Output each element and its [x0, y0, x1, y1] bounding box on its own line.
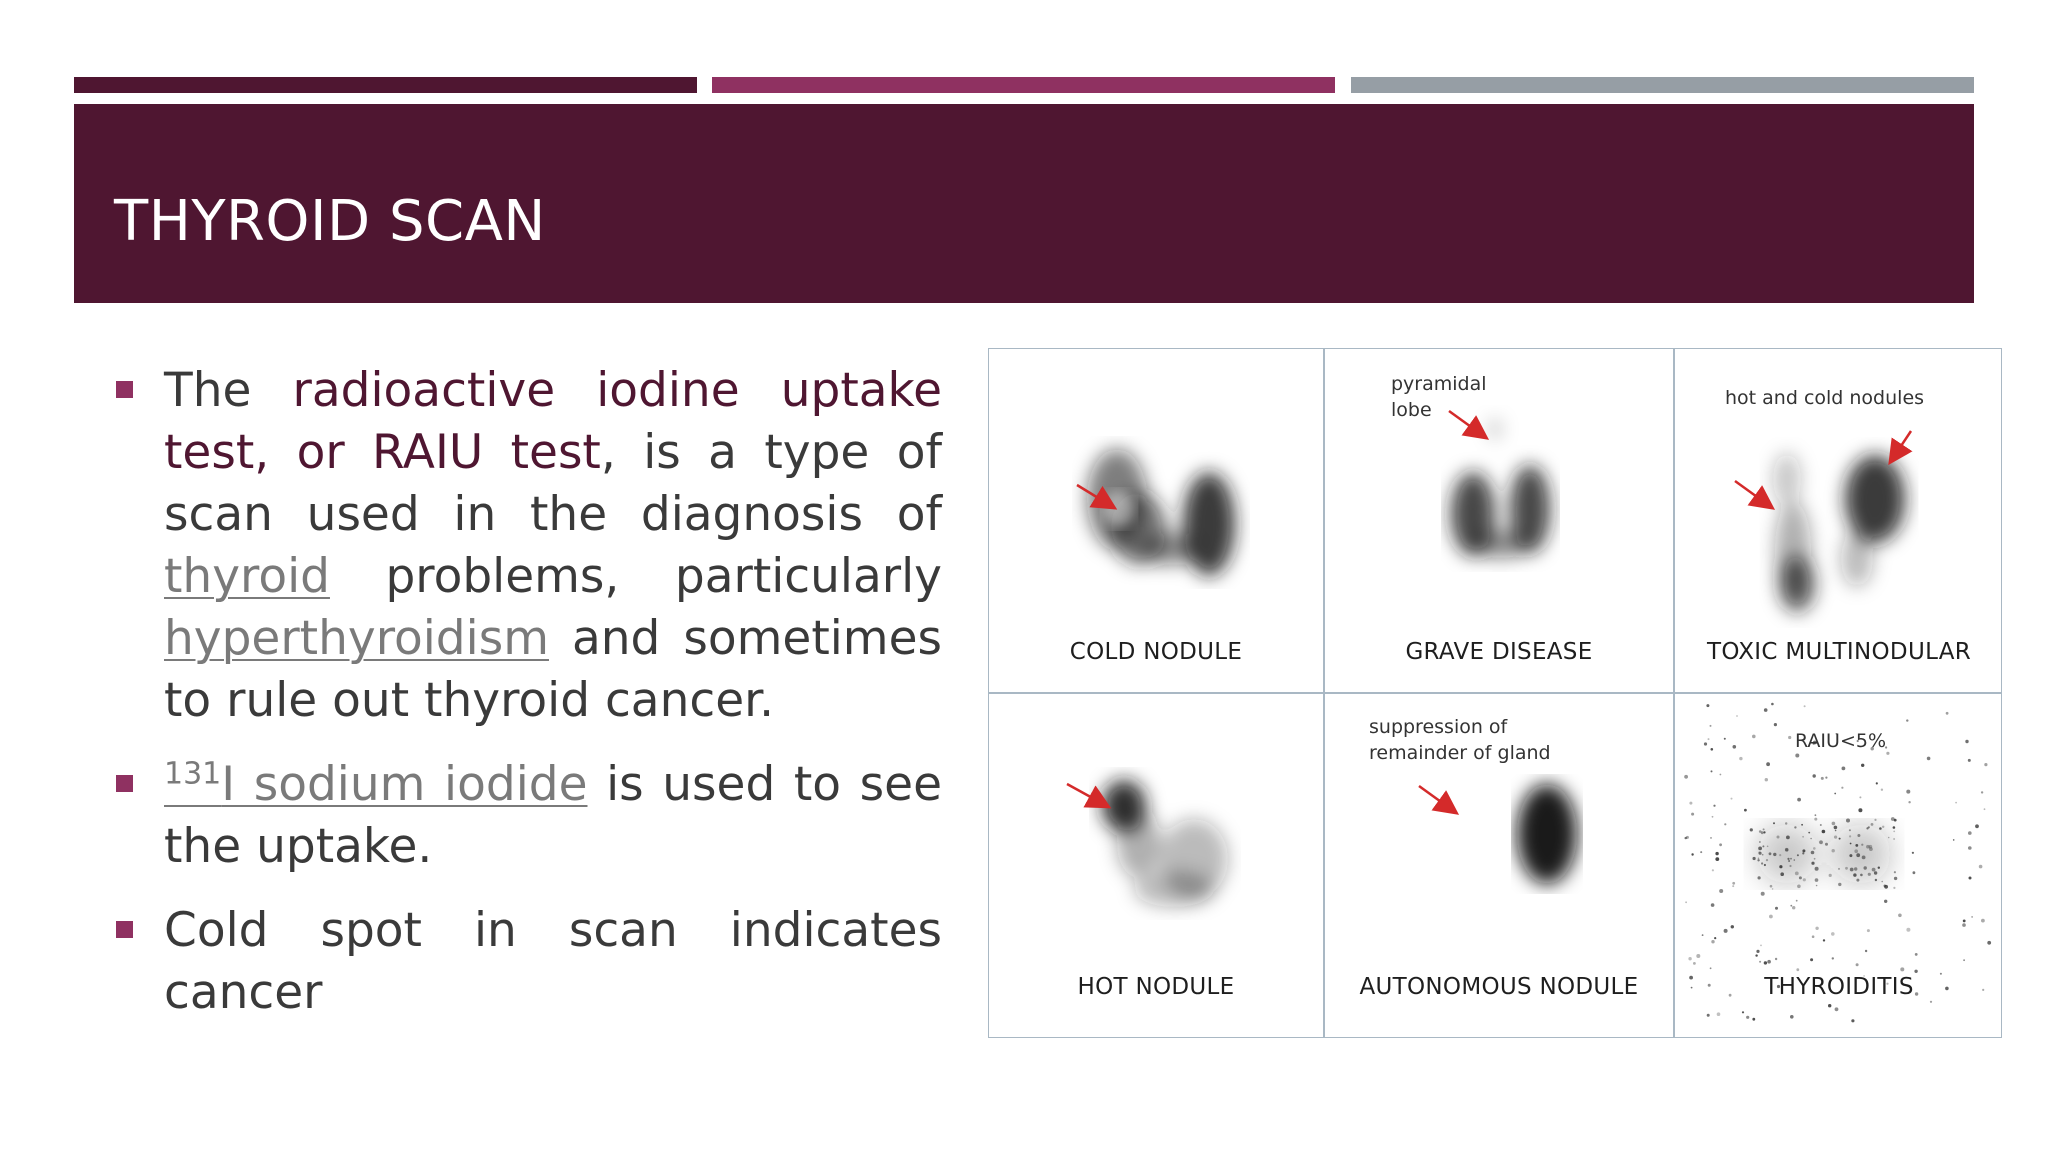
scan-speckle	[1908, 801, 1910, 803]
scan-speckle	[1771, 703, 1774, 706]
scan-speckle	[1755, 954, 1757, 956]
highlight-term: radioactive iodine uptake test, or RAIU test	[164, 363, 943, 480]
bullet-square-icon	[116, 921, 133, 938]
scan-speckle	[1845, 867, 1848, 870]
scan-speckle	[1763, 828, 1765, 830]
scan-speckle	[1724, 823, 1726, 825]
scan-speckle	[1762, 854, 1764, 856]
scan-speckle	[1811, 862, 1814, 865]
scan-speckle	[1773, 853, 1776, 856]
scan-speckle	[1773, 822, 1775, 824]
scan-speckle	[1849, 829, 1851, 831]
scan-speckle	[1874, 871, 1877, 874]
panel-toxic-multinodular	[1675, 349, 2003, 692]
scan-speckle	[1979, 865, 1983, 869]
scan-speckle	[1769, 915, 1773, 919]
scan-speckle	[1733, 745, 1737, 749]
scan-speckle	[1707, 1014, 1710, 1017]
panel-note: pyramidal lobe	[1391, 373, 1487, 421]
scan-speckle	[1719, 843, 1722, 846]
scan-speckle	[1700, 851, 1702, 853]
scan-speckle	[1893, 831, 1895, 833]
scan-speckle	[1792, 906, 1795, 909]
scan-speckle	[1963, 920, 1966, 923]
panel-thyroiditis	[1675, 694, 2003, 1037]
scan-speckle	[1865, 950, 1867, 952]
scan-speckle	[1801, 824, 1803, 826]
scan-speckle	[1732, 882, 1735, 885]
scan-speckle	[1786, 836, 1790, 840]
scan-speckle	[1767, 960, 1771, 964]
scan-speckle	[1912, 852, 1914, 854]
panel-caption: AUTONOMOUS NODULE	[1359, 974, 1639, 1000]
scan-speckle	[1713, 805, 1715, 807]
scan-speckle	[1789, 865, 1791, 867]
scan-speckle	[1790, 905, 1792, 907]
scan-speckle	[1968, 846, 1972, 850]
scan-speckle	[1968, 831, 1972, 835]
scan-speckle	[1829, 874, 1832, 877]
scan-speckle	[1814, 858, 1816, 860]
panel-caption: GRAVE DISEASE	[1405, 639, 1593, 665]
scan-speckle	[1772, 888, 1774, 890]
scan-speckle	[1788, 860, 1790, 862]
scan-speckle	[1872, 868, 1876, 872]
scan-speckle	[1812, 935, 1815, 938]
scan-speckle	[1856, 879, 1859, 882]
scan-speckle	[1797, 885, 1801, 889]
scan-speckle	[1711, 748, 1714, 751]
scan-speckle	[1927, 757, 1931, 761]
bullet-text: Cold spot in scan indicates cancer	[164, 903, 942, 1020]
scan-speckle	[1813, 847, 1816, 850]
scan-speckle	[1710, 967, 1712, 969]
bullet-sodium-iodide	[112, 754, 942, 878]
bullet-cold-spot	[112, 900, 942, 1024]
scan-speckle	[1724, 738, 1726, 740]
scan-speckle	[1984, 763, 1987, 766]
bullet-raiu-definition	[112, 360, 942, 732]
scan-figure	[988, 348, 2002, 1038]
scan-speckle	[1930, 1001, 1932, 1003]
bullet-text: The	[164, 363, 293, 418]
scan-speckle	[1891, 817, 1895, 821]
scan-speckle	[1769, 852, 1772, 855]
scan-speckle	[1866, 827, 1868, 829]
scan-speckle	[1871, 823, 1874, 826]
scan-speckle	[1794, 859, 1796, 861]
scan-speckle	[1846, 819, 1850, 823]
scan-speckle	[1688, 957, 1691, 960]
scan-speckle	[1906, 928, 1910, 932]
scan-speckle	[1969, 877, 1972, 880]
scan-speckle	[1693, 962, 1696, 965]
scan-speckle	[1758, 876, 1761, 879]
scan-speckle	[1819, 840, 1823, 844]
scan-speckle	[1761, 862, 1763, 864]
scan-speckle	[1796, 900, 1798, 902]
scan-speckle	[1795, 754, 1799, 758]
scan-speckle	[1711, 770, 1713, 772]
scan-speckle	[1774, 723, 1777, 726]
scan-speckle	[1795, 872, 1799, 876]
scan-speckle	[1785, 822, 1787, 824]
scan-speckle	[1832, 957, 1834, 959]
scan-speckle	[1810, 838, 1812, 840]
bullet-text: problems, particularly	[329, 549, 942, 604]
scan-speckle	[1759, 841, 1761, 843]
scan-speckle	[1742, 1011, 1744, 1013]
scan-speckle	[1894, 871, 1896, 873]
slide-title: THYROID SCAN	[114, 189, 546, 254]
scan-speckle	[1839, 838, 1841, 840]
scan-speckle	[1763, 831, 1765, 833]
scan-speckle	[1758, 858, 1760, 860]
scan-speckle	[1814, 818, 1817, 821]
scan-speckle	[1802, 852, 1804, 854]
scan-speckle	[1762, 845, 1764, 847]
scan-speckle	[1879, 827, 1882, 830]
scan-speckle	[1855, 844, 1858, 847]
scan-speckle	[1823, 939, 1825, 941]
scan-speckle	[1799, 876, 1802, 879]
scan-speckle	[1898, 914, 1902, 918]
scan-speckle	[1813, 774, 1816, 777]
scan-speckle	[1825, 843, 1828, 846]
scan-speckle	[1856, 853, 1860, 857]
scan-speckle	[1759, 852, 1762, 855]
scan-speckle	[1834, 793, 1836, 795]
scan-speckle	[1785, 849, 1788, 852]
scan-speckle	[1808, 832, 1810, 834]
panel-caption: HOT NODULE	[1077, 974, 1235, 1000]
scan-speckle	[1857, 834, 1860, 837]
scan-speckle	[1815, 878, 1819, 882]
scan-speckle	[1834, 826, 1838, 830]
scan-speckle	[1815, 867, 1819, 871]
scan-speckle	[1962, 923, 1966, 927]
scan-speckle	[1965, 740, 1968, 743]
scan-speckle	[1759, 961, 1761, 963]
scan-speckle	[1764, 708, 1768, 712]
scan-speckle	[1832, 822, 1836, 826]
link-thyroid[interactable]: thyroid	[164, 549, 330, 604]
scan-speckle	[1893, 838, 1895, 840]
scan-speckle	[1869, 847, 1873, 851]
scan-speckle	[1850, 868, 1854, 872]
scan-speckle	[1825, 777, 1827, 779]
scan-speckle	[1876, 782, 1878, 784]
scan-speckle	[1914, 970, 1917, 973]
scan-speckle	[1815, 927, 1818, 930]
scan-speckle	[1811, 851, 1815, 855]
scan-speckle	[1862, 856, 1866, 860]
link-sodium-iodide[interactable]: $^{131}$I sodium iodide	[164, 756, 588, 812]
scan-speckle	[1953, 839, 1955, 841]
scan-speckle	[1820, 824, 1822, 826]
bullet-square-icon	[116, 381, 133, 398]
scan-speckle	[1984, 808, 1986, 810]
scan-speckle	[1853, 873, 1856, 876]
scan-speckle	[1753, 857, 1756, 860]
scan-speckle	[1831, 932, 1835, 936]
accent-stripe-magenta	[712, 77, 1335, 93]
scan-speckle	[1913, 871, 1916, 874]
scan-speckle	[1821, 777, 1824, 780]
scan-speckle	[1775, 907, 1778, 910]
scan-speckle	[1810, 958, 1813, 961]
panel-note: suppression of remainder of gland	[1369, 716, 1551, 764]
scan-speckle	[1736, 715, 1738, 717]
scan-speckle	[1874, 819, 1876, 821]
scan-speckle	[1841, 787, 1843, 789]
scan-speckle	[1775, 958, 1777, 960]
scan-speckle	[1884, 885, 1887, 888]
scan-speckle	[1882, 826, 1884, 828]
panel-note: hot and cold nodules	[1725, 387, 1925, 409]
scan-speckle	[1860, 874, 1863, 877]
scan-speckle	[1764, 864, 1766, 866]
scan-speckle	[1835, 1007, 1839, 1011]
scan-speckle	[1875, 879, 1877, 881]
scan-speckle	[1764, 961, 1767, 964]
scan-speckle	[1884, 900, 1887, 903]
scan-speckle	[1854, 867, 1857, 870]
scan-speckle	[1888, 837, 1890, 839]
scan-speckle	[1803, 878, 1806, 881]
scan-speckle	[1750, 828, 1753, 831]
panel-caption: TOXIC MULTINODULAR	[1706, 639, 1972, 665]
scan-speckle	[1828, 1004, 1831, 1007]
scan-speckle	[1838, 883, 1841, 886]
scan-speckle	[1802, 849, 1805, 852]
scan-speckle	[1715, 852, 1718, 855]
scan-speckle	[1689, 802, 1692, 805]
scan-speckle	[1759, 830, 1762, 833]
scan-speckle	[1886, 752, 1889, 755]
scan-speckle	[1963, 959, 1965, 961]
scan-speckle	[1859, 796, 1861, 798]
bullet-text: is used to see the uptake.	[164, 757, 942, 874]
scan-speckle	[1842, 767, 1846, 771]
scan-speckle	[1731, 925, 1734, 928]
scan-speckle	[1981, 791, 1983, 793]
scan-speckle	[1968, 759, 1971, 762]
scan-speckle	[1878, 867, 1880, 869]
scan-speckle	[1719, 889, 1723, 893]
scan-speckle	[1711, 903, 1715, 907]
scan-speckle	[1893, 887, 1895, 889]
scan-speckle	[1704, 742, 1707, 745]
scan-speckle	[1835, 830, 1837, 832]
scan-speckle	[1708, 738, 1710, 740]
panel-grave-disease	[1325, 349, 1673, 692]
scan-speckle	[1732, 885, 1734, 887]
scan-speckle	[1777, 836, 1780, 839]
scan-speckle	[1796, 968, 1799, 971]
scan-speckle	[1946, 712, 1949, 715]
scan-speckle	[1906, 790, 1910, 794]
scan-speckle	[1746, 1016, 1749, 1019]
scan-speckle	[1858, 808, 1862, 812]
scan-speckle	[1752, 735, 1756, 739]
scan-speckle	[1710, 837, 1712, 839]
panel-caption: THYROIDITIS	[1764, 974, 1914, 1000]
accent-stripe-dark	[74, 77, 697, 93]
scan-speckle	[1714, 937, 1716, 939]
scan-speckle	[1816, 885, 1818, 887]
scan-speckle	[1696, 954, 1700, 958]
scan-speckle	[1717, 1012, 1721, 1016]
scan-speckle	[1797, 854, 1799, 856]
panel-autonomous-nodule	[1325, 694, 1673, 1037]
scan-speckle	[1720, 774, 1722, 776]
scan-speckle	[1731, 798, 1733, 800]
scan-speckle	[1797, 798, 1801, 802]
scan-speckle	[1861, 844, 1863, 846]
scan-speckle	[1834, 836, 1837, 839]
scan-speckle	[1685, 837, 1687, 839]
scan-speckle	[1788, 736, 1791, 739]
scan-speckle	[1684, 775, 1688, 779]
scan-speckle	[1894, 877, 1897, 880]
scan-speckle	[1710, 725, 1712, 727]
scan-speckle	[1691, 813, 1694, 816]
scan-speckle	[1765, 778, 1768, 781]
accent-stripe-gray	[1351, 77, 1974, 93]
scan-speckle	[1761, 892, 1765, 896]
scan-speckle	[1802, 836, 1804, 838]
scan-speckle	[1711, 940, 1714, 943]
scan-speckle	[1712, 869, 1714, 871]
scan-speckle	[1790, 1015, 1794, 1019]
scan-speckle	[1849, 854, 1852, 857]
scan-speckle	[1752, 1018, 1755, 1021]
scan-speckle	[1881, 881, 1883, 883]
scan-speckle	[1739, 757, 1742, 760]
scan-speckle	[1955, 802, 1957, 804]
panel-cold-nodule	[989, 349, 1323, 692]
link-hyperthyroidism[interactable]: hyperthyroidism	[164, 611, 549, 666]
scan-speckle	[1744, 809, 1747, 812]
title-bar	[74, 104, 1974, 303]
scan-speckle	[1780, 872, 1784, 876]
scan-speckle	[1815, 814, 1817, 816]
scan-speckle	[1706, 704, 1709, 707]
scan-speckle	[1987, 941, 1991, 945]
scan-speckle	[1787, 858, 1789, 860]
scan-speckle	[1794, 826, 1796, 828]
scan-speckle	[1685, 901, 1687, 903]
scan-speckle	[1724, 929, 1728, 933]
panel-caption: COLD NODULE	[1069, 639, 1243, 665]
scan-speckle	[1790, 858, 1792, 860]
scan-speckle	[1881, 789, 1883, 791]
scan-speckle	[1756, 950, 1759, 953]
scan-speckle	[1766, 859, 1768, 861]
scan-speckle	[1867, 929, 1870, 932]
scan-speckle	[1766, 762, 1770, 766]
scan-speckle	[1770, 885, 1773, 888]
scan-speckle	[1838, 868, 1840, 870]
scan-speckle	[1915, 953, 1918, 956]
isotope-superscript: 131	[164, 756, 222, 792]
scan-speckle	[1712, 816, 1714, 818]
scan-speckle	[1906, 719, 1908, 721]
bullet-text: , is a type of scan used in the diagnosis of	[164, 425, 943, 542]
scan-speckle	[1854, 849, 1858, 853]
bullet-text: and sometimes to rule out thyroid cancer.	[164, 611, 942, 728]
scan-speckle	[1715, 857, 1719, 861]
scan-speckle	[1822, 830, 1826, 834]
scan-speckle	[1758, 847, 1762, 851]
scan-speckle	[1779, 854, 1781, 856]
scan-speckle	[1975, 824, 1979, 828]
scan-speckle	[1760, 945, 1762, 947]
scan-speckle	[1767, 846, 1769, 848]
bullet-list	[112, 360, 942, 1046]
bullet-square-icon	[116, 775, 133, 792]
scan-speckle	[1779, 865, 1782, 868]
panel-hot-nodule	[989, 694, 1323, 1037]
scan-speckle	[1861, 764, 1864, 767]
scan-speckle	[1804, 705, 1806, 707]
scan-speckle	[1893, 826, 1896, 829]
scan-speckle	[1851, 1019, 1854, 1022]
scan-speckle	[1864, 866, 1867, 869]
panel-note: RAIU<5%	[1795, 730, 1887, 752]
scan-speckle	[1900, 967, 1904, 971]
scan-speckle	[1691, 853, 1693, 855]
scan-speckle	[1702, 934, 1704, 936]
scan-speckle	[1832, 849, 1835, 852]
scan-speckle	[1850, 843, 1852, 845]
scan-speckle	[1856, 963, 1859, 966]
scan-speckle	[1868, 873, 1871, 876]
scan-speckle	[1757, 859, 1759, 861]
scan-speckle	[1971, 916, 1973, 918]
scan-speckle	[1981, 919, 1985, 923]
scan-speckle	[1849, 835, 1851, 837]
